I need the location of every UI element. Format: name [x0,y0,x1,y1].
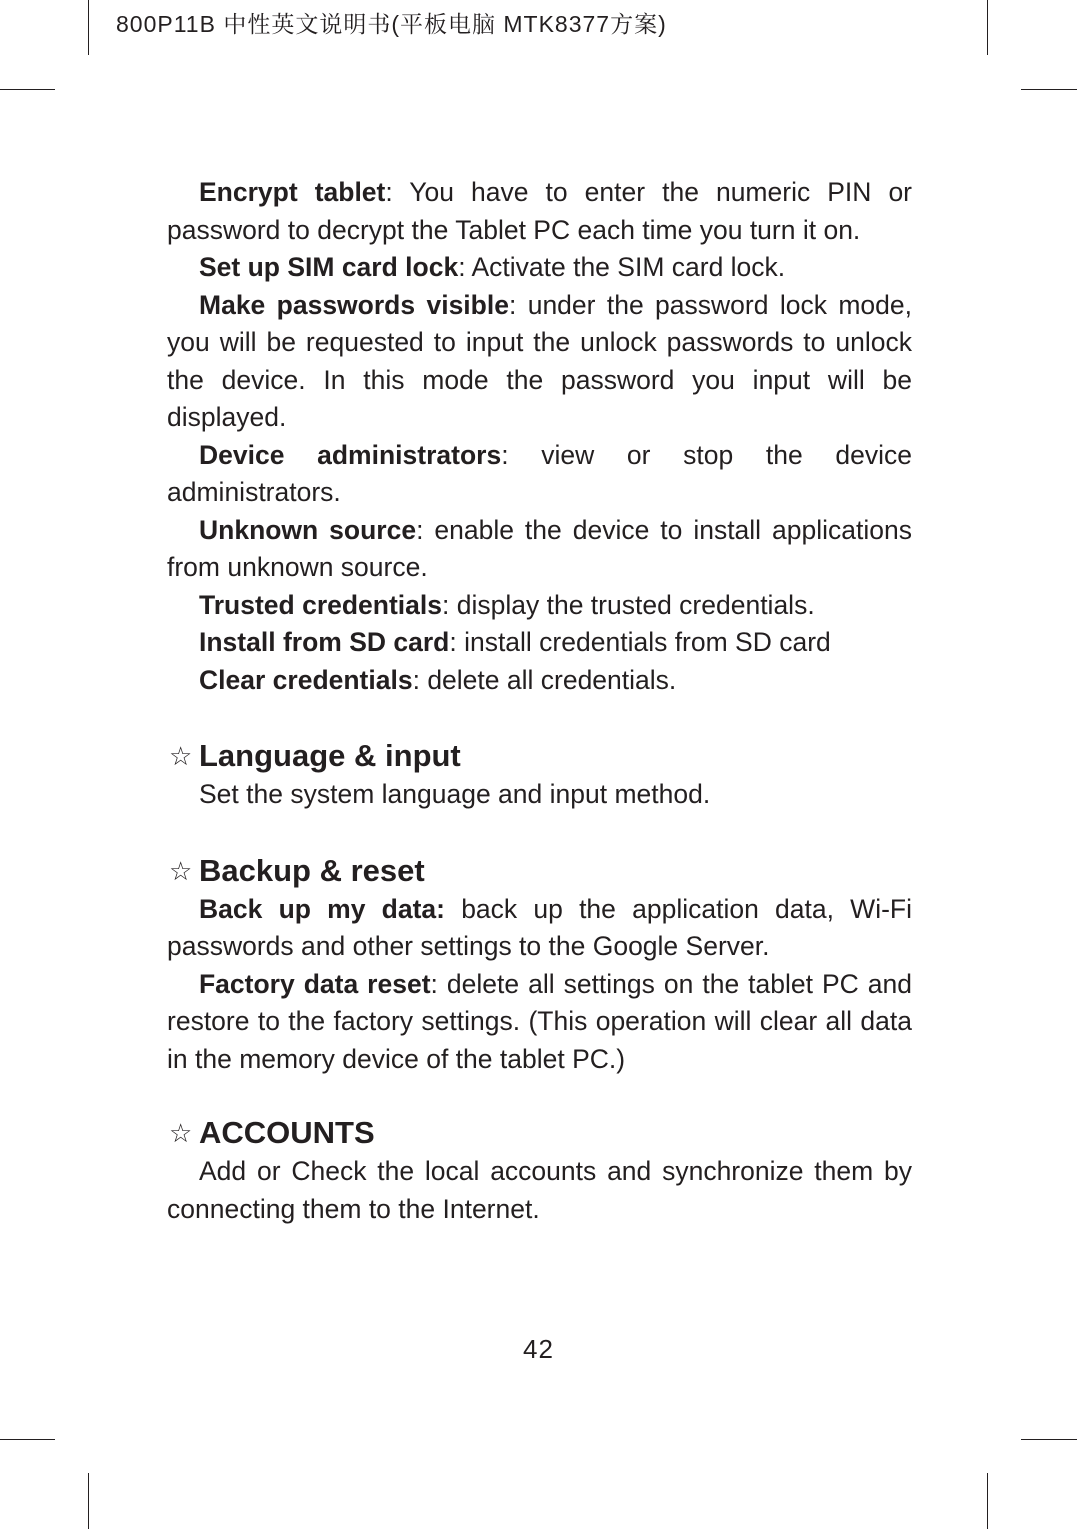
crop-mark-right-upper [1021,89,1077,90]
term-sim-card-lock: Set up SIM card lock [199,252,459,282]
term-encrypt-tablet: Encrypt tablet [199,177,386,207]
section-title-accounts: ☆ ACCOUNTS [167,1113,912,1153]
item-install-from-sd-card: Install from SD card: install credentials from SD card [199,627,831,657]
page-content [167,174,912,1228]
crop-mark-left-lower [0,1439,55,1440]
crop-mark-bottom-left [88,1473,89,1529]
item-trusted-credentials: Trusted credentials: display the trusted credentials. [199,589,815,620]
term-back-up-my-data: Back up my data: [199,893,445,924]
document-header: 800P11B 中性英文说明书(平板电脑 MTK8377方案) [116,11,667,37]
term-make-passwords-visible: Make passwords visible [199,289,509,320]
term-install-from-sd-card: Install from SD card [199,627,450,657]
term-unknown-source: Unknown source [199,514,417,545]
term-factory-data-reset: Factory data reset [199,968,431,999]
star-icon: ☆ [169,1119,193,1149]
term-device-administrators: Device administrators [199,439,502,470]
section-title-language-input: ☆ Language & input [167,736,912,776]
item-device-administrators: Device administrators: view or stop the device administrators. [167,439,912,507]
item-make-passwords-visible: Make passwords visible: under the password lock mode, you will be requested to input the unlock passwords to unlock the device. In this mode the password you input will be displayed. [167,289,912,432]
crop-mark-top-right [987,0,988,55]
item-back-up-my-data: Back up my data: back up the application data, Wi-Fi passwords and other settings to the Google Server. [167,893,912,961]
crop-mark-left-upper [0,89,55,90]
page-number: 42 [523,1334,554,1364]
star-icon: ☆ [169,856,193,887]
item-unknown-source: Unknown source: enable the device to install applications from unknown source. [167,514,912,582]
term-trusted-credentials: Trusted credentials [199,589,443,620]
item-factory-data-reset: Factory data reset: delete all settings on the tablet PC and restore to the factory settings. (This operation will clear all data in the memory device of the tablet PC.) [167,968,912,1074]
crop-mark-right-lower [1021,1439,1077,1440]
language-input-description: Set the system language and input method. [199,779,711,809]
item-encrypt-tablet: Encrypt tablet: You have to enter the numeric PIN or password to decrypt the Tablet PC each time you turn it on. [167,177,913,245]
crop-mark-top-left [88,0,89,55]
section-title-backup-reset: ☆ Backup & reset [167,851,912,891]
star-icon: ☆ [169,742,193,772]
term-clear-credentials: Clear credentials [199,664,413,695]
item-sim-card-lock: Set up SIM card lock: Activate the SIM card lock. [199,252,786,282]
crop-mark-bottom-right [987,1473,988,1529]
accounts-description: Add or Check the local accounts and synchronize them by connecting them to the Internet. [167,1156,912,1224]
item-clear-credentials: Clear credentials: delete all credentials. [199,664,677,695]
